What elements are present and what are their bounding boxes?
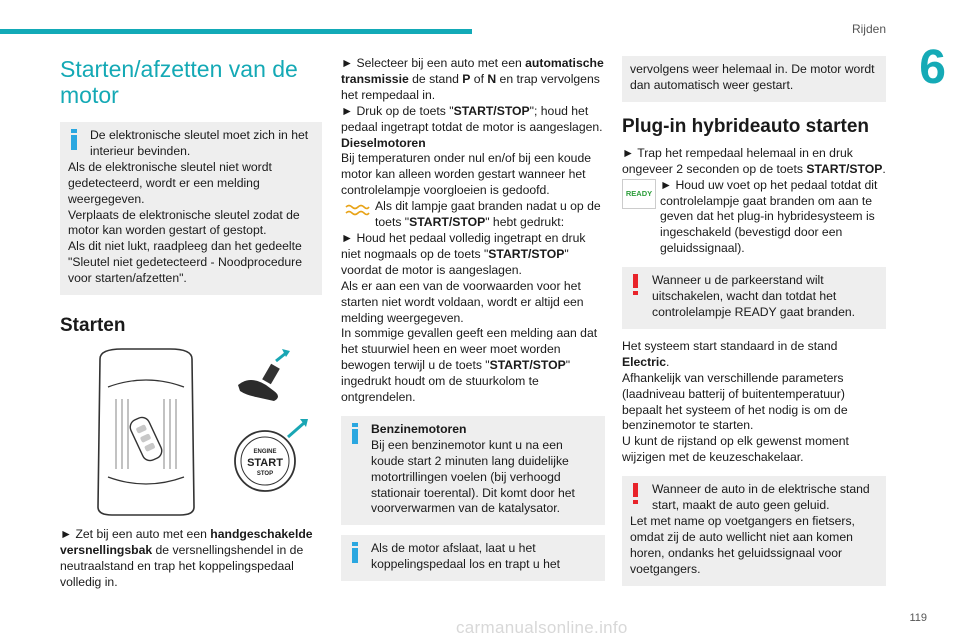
warning-text: Wanneer de auto in de elektrische stand start, maakt de auto geen geluid. [652,482,870,513]
glow-plug-paragraph [341,199,605,231]
stall-text: Als de motor afslaat, laat u het koppelingspedaal los en trapt u het [371,541,561,572]
glow-plug-text: Als dit lampje gaat branden nadat u op de toets "START/STOP" hebt gedrukt: [375,199,601,230]
parameters-text: Afhankelijk van verschillende parameters (laadniveau batterij of buitentemperatuur) bepaalt het systeem of het nodig is om de benzinemotor te starten. [622,370,848,433]
ready-text: ► Houd uw voet op het pedaal totdat dit controlelampje gaat branden om aan te geven dat het plug-in hybridesysteem is ingeschakeld (bevestigd door een geluidssignaal). [660,177,878,256]
section-title: Starten/afzetten van de motor [60,56,298,108]
warning-text: Let met name op voetgangers en fietsers, omdat zij de auto wellicht niet aan komen horen, ondanks het geluidssignaal voor voetgangers. [630,513,855,576]
petrol-text: Bij een benzinemotor kunt u na een koude start 2 minuten lang duidelijke motortrillingen voelen (bij verhoogd stationair toerental). Dit komt door het voorverwarmen van de katalysator. [371,437,575,516]
diesel-heading: Dieselmotoren [341,135,426,150]
stall-continued-text: vervolgens weer helemaal in. De motor wordt dan automatisch weer gestart. [630,62,875,92]
warning-icon [633,483,639,504]
running-head: Rijden [851,22,886,36]
warning-box-electric [622,476,886,585]
button-text-stop: STOP [256,471,274,478]
warning-box-parking [622,267,886,329]
press-start-text: ► Druk op de toets "START/STOP"; houd het pedaal ingetrapt totdat de motor is aangeslagen. [341,103,603,134]
info-line: Verplaats de elektronische sleutel zodat de motor kan worden gestart of gestopt. [68,207,300,238]
info-line: Als dit niet lukt, raadpleeg dan het gedeelte "Sleutel niet gedetecteerd - Noodprocedure voor starten/afzetten". [68,239,303,286]
glow-plug-icon [343,201,371,221]
info-icon [352,423,358,444]
chapter-number: 6 [919,41,946,94]
ready-paragraph [622,178,886,258]
stall-info-box-continued [622,56,886,102]
column-1 [60,56,322,591]
warning-icon [633,274,639,295]
stall-info-box [341,535,605,581]
car-key-illustration [60,347,322,517]
diesel-text: Bij temperaturen onder nul en/of bij een koude motor kan alleen worden gestart wanneer het controlelampje voorgloeien is gedoofd. [341,151,592,198]
hybrid-press-text: ► Trap het rempedaal helemaal in en druk ongeveer 2 seconden op de toets START/STOP. [622,145,886,176]
start-illustration [60,347,322,517]
column-2 [341,56,605,581]
auto-transmission-text: ► Selecteer bij een auto met een automatische transmissie de stand P of N en trap vervolgens het rempedaal in. [341,56,604,102]
info-line: De elektronische sleutel moet zich in het interieur bevinden. [90,128,309,158]
info-box [60,122,322,295]
button-text-engine: ENGINE [253,449,277,456]
button-text-start: START [247,457,283,470]
hold-pedal-text: ► Houd het pedaal volledig ingetrapt en druk niet nogmaals op de toets "START/STOP" voordat de motor is aangeslagen. [341,230,586,277]
conditions-text: Als er aan een van de voorwaarden voor het starten niet wordt voldaan, wordt er altijd een melding weergegeven. [341,278,584,325]
column-3 [622,56,886,586]
ready-icon: READY [622,179,656,209]
petrol-heading: Benzinemotoren [371,421,467,436]
default-mode-text: Het systeem start standaard in de stand Electric. [622,338,838,369]
page-number: 119 [909,612,927,624]
petrol-info-box [341,416,605,525]
info-icon [71,129,77,150]
subsection-starten: Starten [60,315,126,337]
change-mode-text: U kunt de rijstand op elk gewenst moment wijzigen met de keuzeschakelaar. [622,434,849,465]
top-accent-bar [0,29,472,34]
info-line: Als de elektronische sleutel niet wordt gedetecteerd, wordt er een melding weergegeven. [68,159,272,206]
manual-gearbox-text: ► Zet bij een auto met een handgeschakelde versnellingsbak de versnellingshendel in de neutraalstand en trap het koppelingspedaal volledig in. [60,527,313,589]
steering-text: In sommige gevallen geeft een melding aan dat het stuurwiel heen en weer moet worden bewogen terwijl u de toets "START/STOP" ingedrukt houdt om de stuurkolom te ontgrendelen. [341,326,598,405]
warning-text: Wanneer u de parkeerstand wilt uitschakelen, wacht dan totdat het controlelampje READY gaat branden. [652,273,856,319]
info-icon [352,542,358,563]
watermark: carmanualsonline.info [456,618,628,637]
hybrid-heading: Plug-in hybrideauto starten [622,115,870,137]
